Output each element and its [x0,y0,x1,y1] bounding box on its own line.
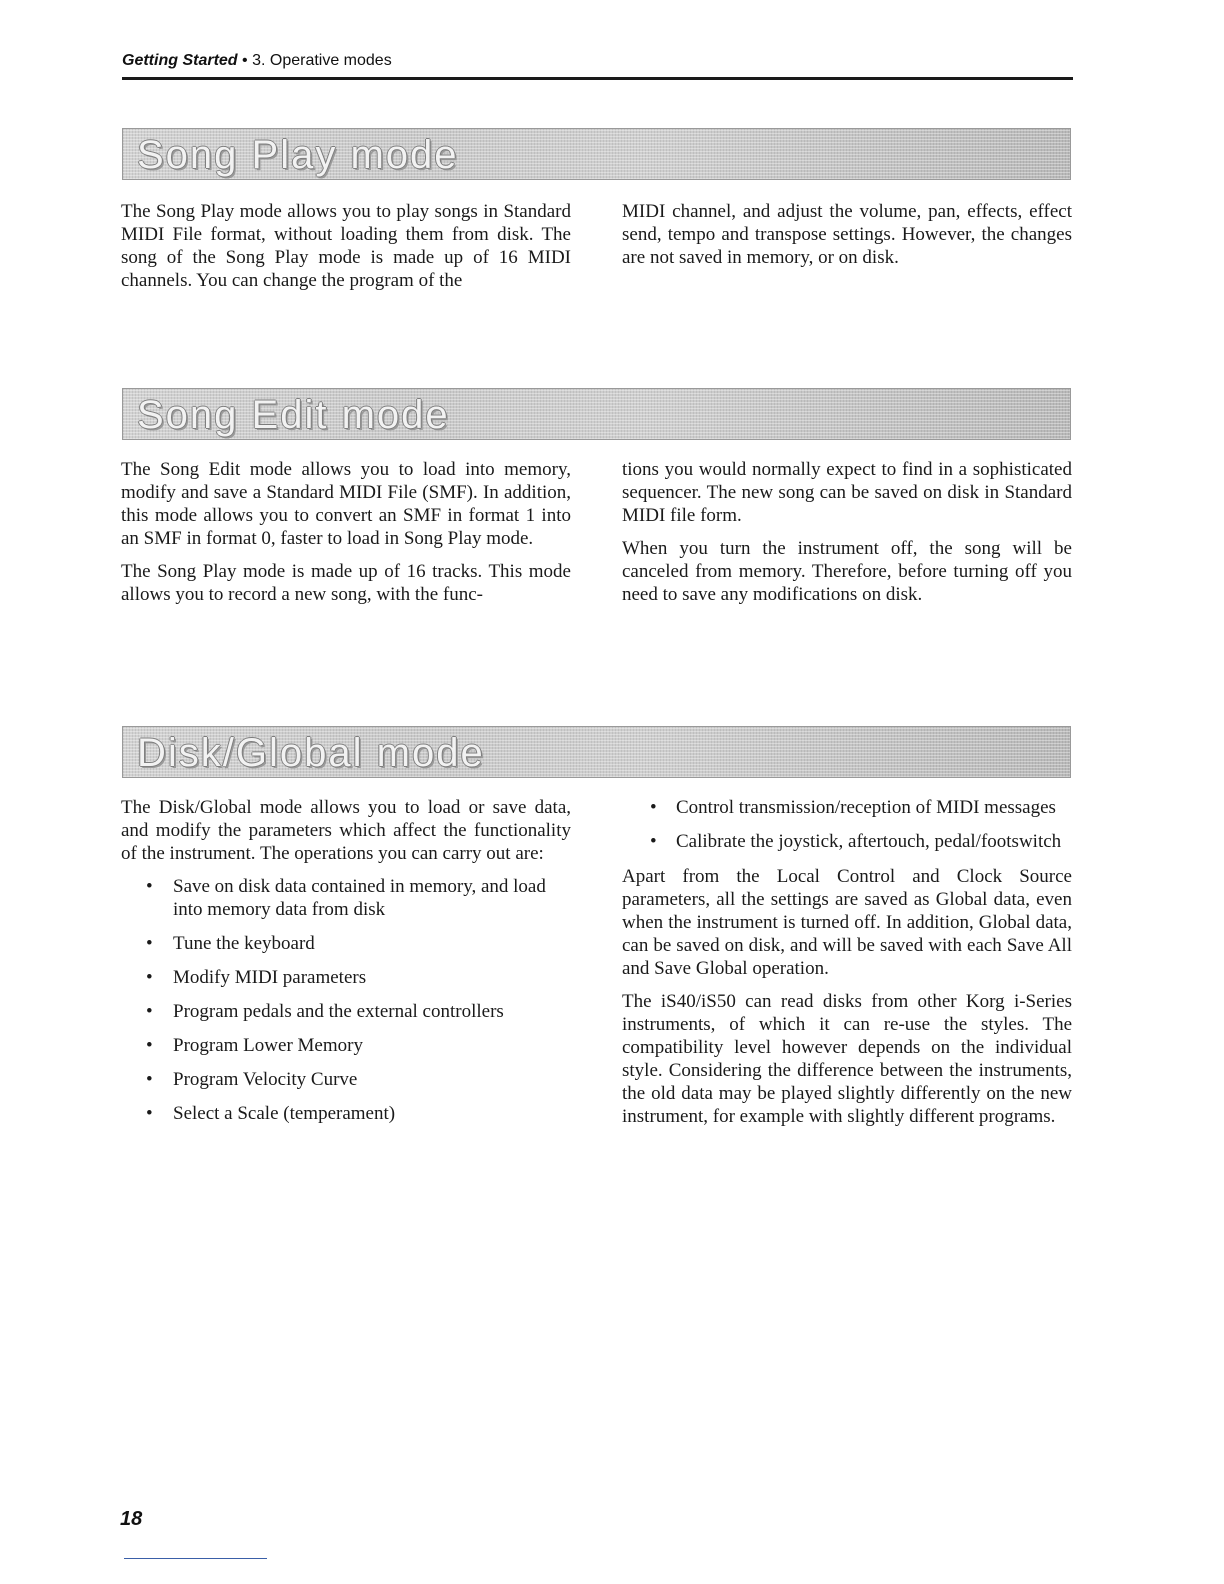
list-item: • Control transmission/reception of MIDI messages [622,796,1072,819]
operations-list [121,875,571,1125]
paragraph: The Song Play mode allows you to play songs in Standard MIDI File format, without loading them from disk. The song of the Song Play mode is made up of 16 MIDI channels. You can change the program of the [121,201,571,291]
paragraph: Apart from the Local Control and Clock Source parameters, all the settings are saved as Global data, even when the instrument is turned off. In addition, Global data, can be saved on disk, and will be saved with each Save All and Save Global operation. [622,866,1072,979]
disk-global-right-column [622,796,1072,1138]
song-play-right-column [622,200,1072,279]
paragraph: MIDI channel, and adjust the volume, pan, effects, effect send, tempo and transpose settings. However, the changes are not saved in memory, or on disk. [622,201,1072,268]
list-item: • Program Velocity Curve [121,1068,571,1091]
section-title-song-play: Song Play mode [137,133,459,177]
paragraph: The iS40/iS50 can read disks from other Korg i-Series instruments, of which it can re-use the styles. The compatibility level however depends on the individual style. Considering the difference between the instruments, the old data may be played slightly differently on the new instrument, for example with slightly different programs. [622,991,1072,1127]
list-item: • Tune the keyboard [121,932,571,955]
section-banner-disk-global [122,726,1071,778]
header-rule [122,77,1073,80]
running-header [122,52,1072,70]
section-title-song-edit: Song Edit mode [137,393,450,437]
list-item: • Program pedals and the external controllers [121,1000,571,1023]
section-title-disk-global: Disk/Global mode [137,731,485,775]
list-item: • Calibrate the joystick, aftertouch, pedal/footswitch [622,830,1072,853]
section-banner-song-play [122,128,1071,180]
header-section: Getting Started [122,52,238,69]
paragraph: The Song Play mode is made up of 16 tracks. This mode allows you to record a new song, with the func- [121,561,571,605]
list-item: • Select a Scale (temperament) [121,1102,571,1125]
song-play-left-column [121,200,571,302]
song-edit-right-column [622,458,1072,616]
header-separator: • [242,52,248,69]
song-edit-left-column [121,458,571,616]
paragraph: tions you would normally expect to find in a sophisticated sequencer. The new song can be saved on disk in Standard MIDI file form. [622,459,1072,526]
disk-global-left-column [121,796,571,1137]
list-item: • Modify MIDI parameters [121,966,571,989]
paragraph: The Song Edit mode allows you to load into memory, modify and save a Standard MIDI File (SMF). In addition, this mode allows you to convert an SMF in format 1 into an SMF in format 0, faster to load in Song Play mode. [121,459,571,549]
footer-line [124,1558,267,1559]
list-item: • Program Lower Memory [121,1034,571,1057]
page-number: 18 [120,1508,143,1530]
section-banner-song-edit [122,388,1071,440]
paragraph: The Disk/Global mode allows you to load or save data, and modify the parameters which affect the functionality of the instrument. The operations you can carry out are: [121,797,571,864]
list-item: • Save on disk data contained in memory, and load into memory data from disk [121,875,571,921]
header-chapter: 3. Operative modes [252,52,392,69]
operations-list-continued [622,796,1072,853]
paragraph: When you turn the instrument off, the song will be canceled from memory. Therefore, before turning off you need to save any modifications on disk. [622,538,1072,605]
